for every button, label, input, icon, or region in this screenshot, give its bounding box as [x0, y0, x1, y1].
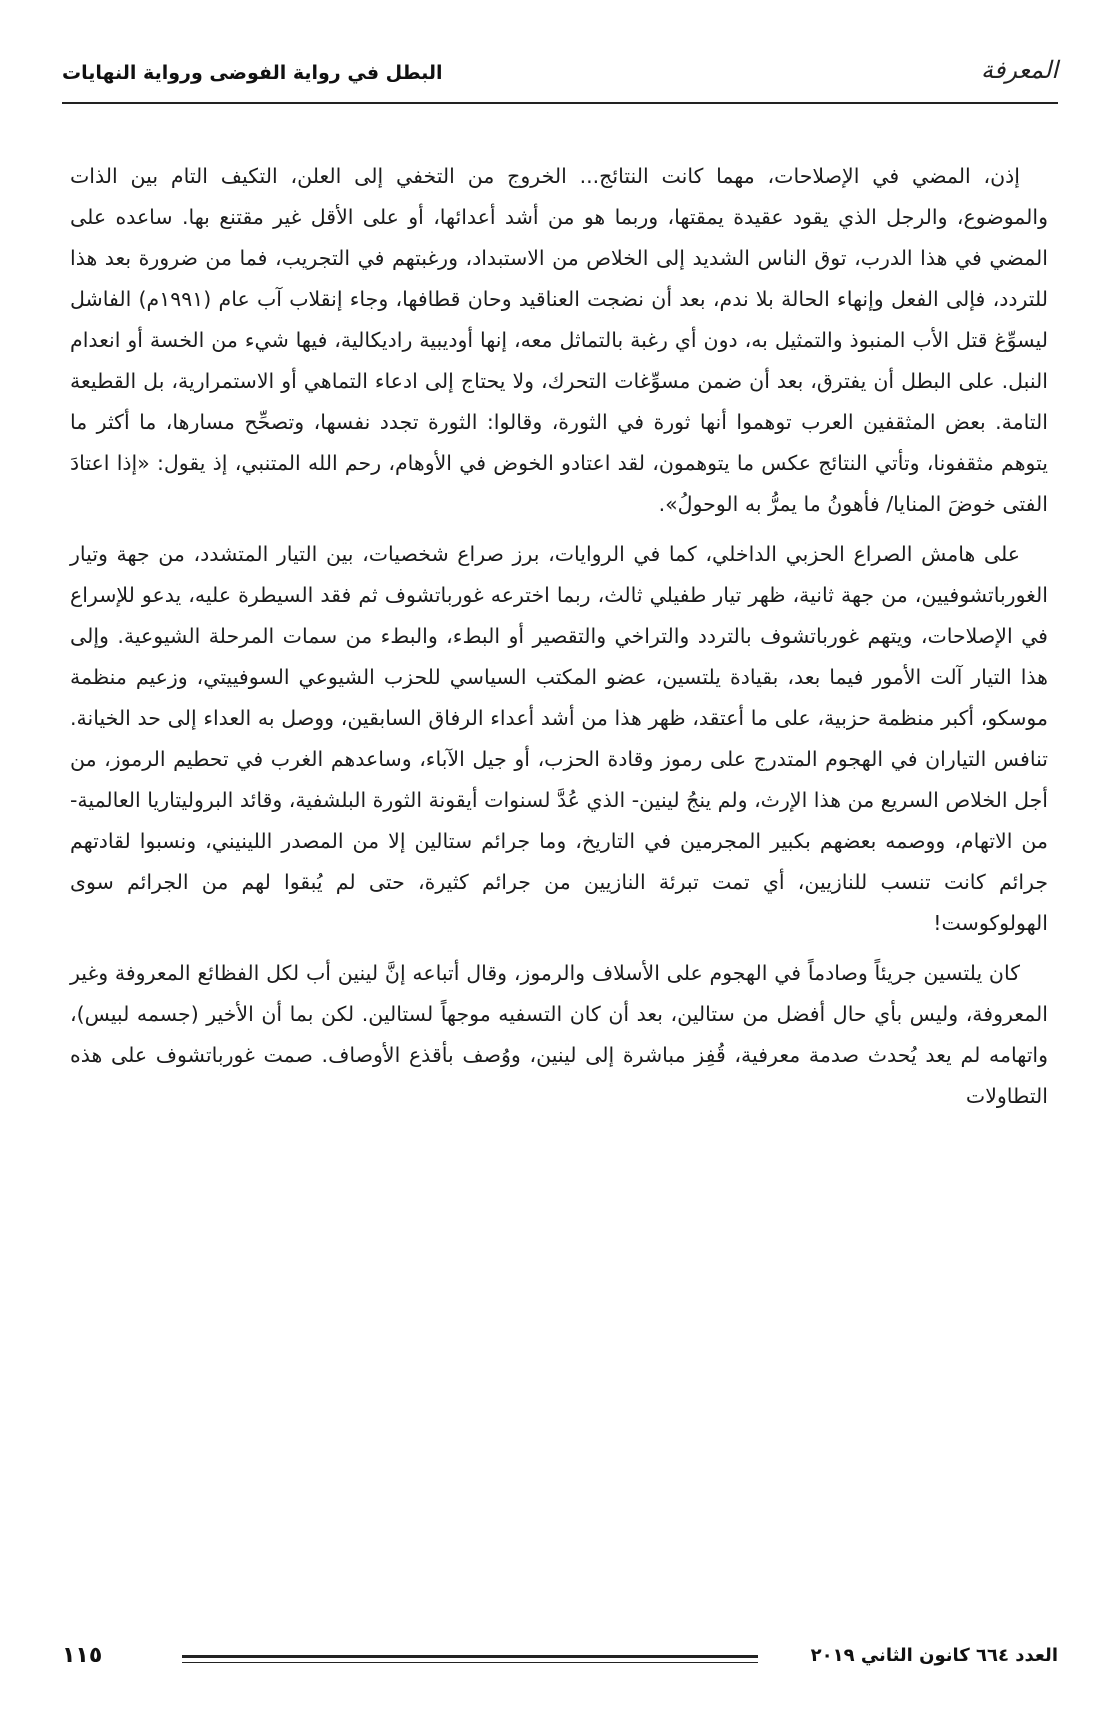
page-number: ١١٥: [62, 1643, 103, 1668]
page-header: [62, 52, 1058, 104]
paragraph-3: كان يلتسين جريئاً وصادماً في الهجوم على الأسلاف والرموز، وقال أتباعه إنَّ لينين أب لكل الفظائع المعروفة وغير المعروفة، وليس بأي حال أفضل من ستالين، بعد أن كان التسفيه موجهاً لستالين. لكن بما أن الأخير (جسمه لبيس)، واتهامه لم يعد يُحدث صدمة معرفية، قُفِز مباشرة إلى لينين، ووُصف بأقذع الأوصاف. صمت غورباتشوف على هذه التطاولات: [70, 961, 1048, 1108]
paragraph-2: على هامش الصراع الحزبي الداخلي، كما في الروايات، برز صراع شخصيات، بين التيار المتشدد، من جهة وتيار الغورباتشوفيين، من جهة ثانية، ظهر تيار طفيلي ثالث، ربما اخترعه غورباتشوف ثم فقد السيطرة عليه، يدعو للإسراع في الإصلاحات، ويتهم غورباتشوف بالتردد والتراخي والتقصير أو البطء، والبطء من سمات المرحلة الشيوعية. وإلى هذا التيار آلت الأمور فيما بعد، بقيادة يلتسين، عضو المكتب السياسي للحزب الشيوعي السوفييتي، وزعيم منظمة موسكو، أكبر منظمة حزبية، على ما أعتقد، ظهر هذا من أشد أعداء الرفاق السابقين، ووصل به العداء إلى حد الخيانة. تنافس التياران في الهجوم المتدرج على رموز وقادة الحزب، أو جيل الآباء، وساعدهم الغرب في تحطيم الرموز، من أجل الخلاص السريع من هذا الإرث، ولم ينجُ لينين- الذي عُدَّ لسنوات أيقونة الثورة البلشفية، وقائد البروليتاريا العالمية- من الاتهام، ووصمه بعضهم بكبير المجرمين في التاريخ، وما جرائم ستالين إلا من المصدر اللينيني، ونسبوا لقادتهم جرائم كانت تنسب للنازيين، أي تمت تبرئة النازيين من جرائم كثيرة، حتى لم يُبقوا لهم من الجرائم سوى الهولوكوست!: [70, 542, 1048, 935]
magazine-logo: المعرفة: [980, 56, 1058, 84]
issue-info: العدد ٦٦٤ كانون الثاني ٢٠١٩: [810, 1645, 1058, 1666]
header-rule: [62, 102, 1058, 104]
running-title: البطل في رواية الفوضى ورواية النهايات: [62, 62, 443, 84]
page-footer: [62, 1643, 1058, 1677]
paragraph-1: إذن، المضي في الإصلاحات، مهما كانت النتائج... الخروج من التخفي إلى العلن، التكيف التام بين الذات والموضوع، والرجل الذي يقود عقيدة يمقتها، وربما هو من أشد أعدائها، أو على الأقل غير مقتنع بها. ساعده على المضي في هذا الدرب، توق الناس الشديد إلى الخلاص من الاستبداد، ورغبتهم في التجريب، فما من ضرورة بعد هذا للتردد، فإلى الفعل وإنهاء الحالة بلا ندم، بعد أن نضجت العناقيد وحان قطافها، وجاء إنقلاب آب عام (١٩٩١م) الفاشل ليسوِّغ قتل الأب المنبوذ والتمثيل به، دون أي رغبة بالتماثل معه، إنها أوديبية راديكالية، فيها شيء من الخسة أو انعدام النبل. على البطل أن يفترق، بعد أن ضمن مسوِّغات التحرك، ولا يحتاج إلى ادعاء التماهي أو الاستمرارية، بل القطيعة التامة. بعض المثقفين العرب توهموا أنها ثورة في الثورة، وقالوا: الثورة تجدد نفسها، وتصحِّح مسارها، ما أكثر ما يتوهم مثقفونا، وتأتي النتائج عكس ما يتوهمون، لقد اعتادو الخوض في الأوهام، رحم الله المتنبي، إذ يقول: «إذا اعتادَ الفتى خوضَ المنايا/ فأهونُ ما يمرُّ به الوحولُ».: [70, 164, 1048, 516]
footer-rule: [182, 1655, 758, 1663]
article-body: [70, 156, 1048, 1117]
